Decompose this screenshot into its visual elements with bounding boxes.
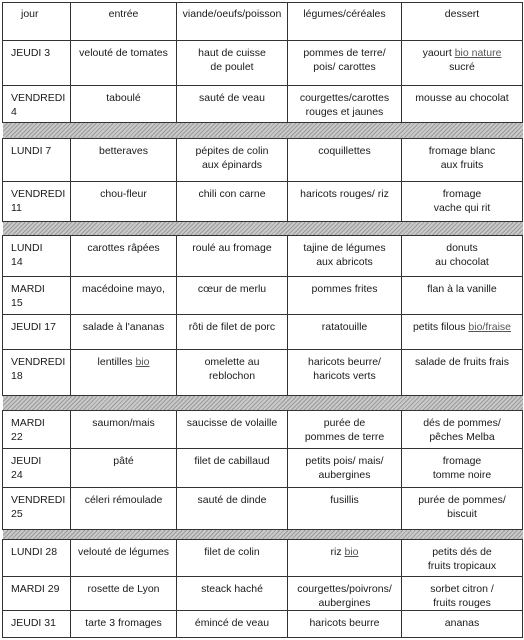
cell-viande: steack haché xyxy=(177,576,288,610)
cell-jour: VENDREDI 11 xyxy=(3,181,71,222)
dessert-text-2: au chocolat xyxy=(435,256,489,269)
dessert-text: ananas xyxy=(444,617,480,630)
cell-entree: taboulé xyxy=(71,86,177,123)
week-separator xyxy=(3,530,523,540)
cell-legumes: ratatouille xyxy=(288,315,402,349)
dessert-text: purée de pommes/ xyxy=(418,493,506,506)
cell-viande: sauté de dinde xyxy=(177,487,288,530)
cell-legumes: pommes frites xyxy=(288,276,402,315)
cell-dessert xyxy=(402,449,523,488)
cell-entree: tarte 3 fromages xyxy=(71,611,177,638)
table-row xyxy=(3,349,523,396)
dessert-text-2: aux fruits xyxy=(440,158,484,171)
cell-dessert xyxy=(402,86,523,123)
dessert-text: salade de fruits frais xyxy=(415,355,509,368)
cell-jour: LUNDI 28 xyxy=(3,540,71,577)
dessert-text: dés de pommes/ xyxy=(423,416,501,429)
dessert-text-2: fruits tropicaux xyxy=(427,560,497,573)
table-row xyxy=(3,138,523,181)
cell-jour: VENDREDI 4 xyxy=(3,86,71,123)
header-row xyxy=(3,3,523,41)
dessert-bio-label: bio nature xyxy=(454,46,502,59)
cell-viande: roulé au fromage xyxy=(177,236,288,277)
header-legumes: légumes/céréales xyxy=(288,3,402,41)
cell-jour: JEUDI 17 xyxy=(3,315,71,349)
cell-legumes: pommes de terre/ pois/ carottes xyxy=(288,40,402,86)
cell-viande: cœur de merlu xyxy=(177,276,288,315)
cell-jour: JEUDI 24 xyxy=(3,449,71,488)
cell-viande: omelette au reblochon xyxy=(177,349,288,396)
table-row xyxy=(3,576,523,610)
cell-legumes: haricots beurre/ haricots verts xyxy=(288,349,402,396)
cell-legumes: courgettes/poivrons/ aubergines xyxy=(288,576,402,610)
dessert-bio-label: bio/fraise xyxy=(468,321,512,334)
cell-jour: LUNDI 7 xyxy=(3,138,71,181)
menu-table xyxy=(2,2,523,638)
cell-jour: JEUDI 31 xyxy=(3,611,71,638)
cell-viande: filet de cabillaud xyxy=(177,449,288,488)
table-row xyxy=(3,181,523,222)
cell-legumes: purée de pommes de terre xyxy=(288,410,402,449)
dessert-text: flan à la vanille xyxy=(427,282,497,295)
table-row xyxy=(3,40,523,86)
legumes-text: riz xyxy=(330,546,345,559)
dessert-text: petits filous xyxy=(412,321,469,334)
cell-viande: pépites de colin aux épinards xyxy=(177,138,288,181)
table-row xyxy=(3,449,523,488)
table-row xyxy=(3,86,523,123)
cell-entree: chou-fleur xyxy=(71,181,177,222)
table-row xyxy=(3,410,523,449)
cell-entree: pâté xyxy=(71,449,177,488)
dessert-text-2: sucré xyxy=(449,60,475,73)
dessert-text: yaourt xyxy=(422,46,455,59)
dessert-text: mousse au chocolat xyxy=(415,92,509,105)
dessert-text-2: vache qui rit xyxy=(433,201,491,214)
dessert-text: petits dés de xyxy=(432,546,492,559)
cell-jour: LUNDI 14 xyxy=(3,236,71,277)
dessert-text-2: fruits rouges xyxy=(433,596,491,609)
separator-band xyxy=(3,396,523,410)
cell-jour: MARDI 29 xyxy=(3,576,71,610)
cell-legumes: tajine de légumes aux abricots xyxy=(288,236,402,277)
cell-jour: VENDREDI 18 xyxy=(3,349,71,396)
cell-entree: carottes râpées xyxy=(71,236,177,277)
cell-legumes: petits pois/ mais/ aubergines xyxy=(288,449,402,488)
week-separator xyxy=(3,396,523,410)
table-row xyxy=(3,487,523,530)
cell-viande: rôti de filet de porc xyxy=(177,315,288,349)
cell-dessert xyxy=(402,276,523,315)
cell-legumes: coquillettes xyxy=(288,138,402,181)
cell-entree: macédoine mayo, xyxy=(71,276,177,315)
cell-dessert xyxy=(402,138,523,181)
header-jour: jour xyxy=(3,3,71,41)
cell-legumes: fusillis xyxy=(288,487,402,530)
dessert-text: fromage blanc xyxy=(428,144,496,157)
table-row xyxy=(3,315,523,349)
entree-bio-label: bio xyxy=(135,355,150,368)
separator-band xyxy=(3,530,523,540)
cell-legumes xyxy=(288,540,402,577)
table-row xyxy=(3,236,523,277)
cell-jour: VENDREDI 25 xyxy=(3,487,71,530)
cell-entree: rosette de Lyon xyxy=(71,576,177,610)
cell-viande: sauté de veau xyxy=(177,86,288,123)
cell-dessert xyxy=(402,236,523,277)
cell-legumes: haricots beurre xyxy=(288,611,402,638)
cell-viande: chili con carne xyxy=(177,181,288,222)
week-separator xyxy=(3,222,523,236)
separator-band xyxy=(3,122,523,138)
cell-dessert xyxy=(402,576,523,610)
dessert-text: fromage xyxy=(442,455,482,468)
cell-jour: JEUDI 3 xyxy=(3,40,71,86)
cell-dessert xyxy=(402,410,523,449)
cell-legumes: haricots rouges/ riz xyxy=(288,181,402,222)
cell-entree: velouté de tomates xyxy=(71,40,177,86)
cell-viande: émincé de veau xyxy=(177,611,288,638)
cell-entree: salade à l'ananas xyxy=(71,315,177,349)
cell-legumes: courgettes/carottes rouges et jaunes xyxy=(288,86,402,123)
cell-dessert xyxy=(402,349,523,396)
legumes-bio-label: bio xyxy=(344,546,359,559)
cell-jour: MARDI 22 xyxy=(3,410,71,449)
separator-band xyxy=(3,222,523,236)
dessert-text-2: pêches Melba xyxy=(429,430,495,443)
dessert-text: fromage xyxy=(442,187,482,200)
cell-dessert xyxy=(402,487,523,530)
dessert-text: sorbet citron / xyxy=(430,582,494,595)
dessert-text: donuts xyxy=(446,242,478,255)
dessert-text-2: tomme noire xyxy=(432,469,492,482)
table-row xyxy=(3,276,523,315)
cell-viande: haut de cuisse de poulet xyxy=(177,40,288,86)
header-dessert: dessert xyxy=(402,3,523,41)
table-row xyxy=(3,611,523,638)
cell-dessert xyxy=(402,611,523,638)
cell-dessert xyxy=(402,40,523,86)
week-separator xyxy=(3,122,523,138)
header-viande: viande/oeufs/poisson xyxy=(177,3,288,41)
cell-viande: filet de colin xyxy=(177,540,288,577)
cell-entree: velouté de légumes xyxy=(71,540,177,577)
cell-entree: céleri rémoulade xyxy=(71,487,177,530)
cell-entree: betteraves xyxy=(71,138,177,181)
cell-dessert xyxy=(402,315,523,349)
cell-viande: saucisse de volaille xyxy=(177,410,288,449)
header-entree: entrée xyxy=(71,3,177,41)
cell-entree: saumon/mais xyxy=(71,410,177,449)
cell-dessert xyxy=(402,181,523,222)
entree-text: lentilles xyxy=(97,355,136,368)
cell-dessert xyxy=(402,540,523,577)
cell-jour: MARDI 15 xyxy=(3,276,71,315)
dessert-text-2: biscuit xyxy=(447,507,477,520)
table-row xyxy=(3,540,523,577)
cell-entree xyxy=(71,349,177,396)
